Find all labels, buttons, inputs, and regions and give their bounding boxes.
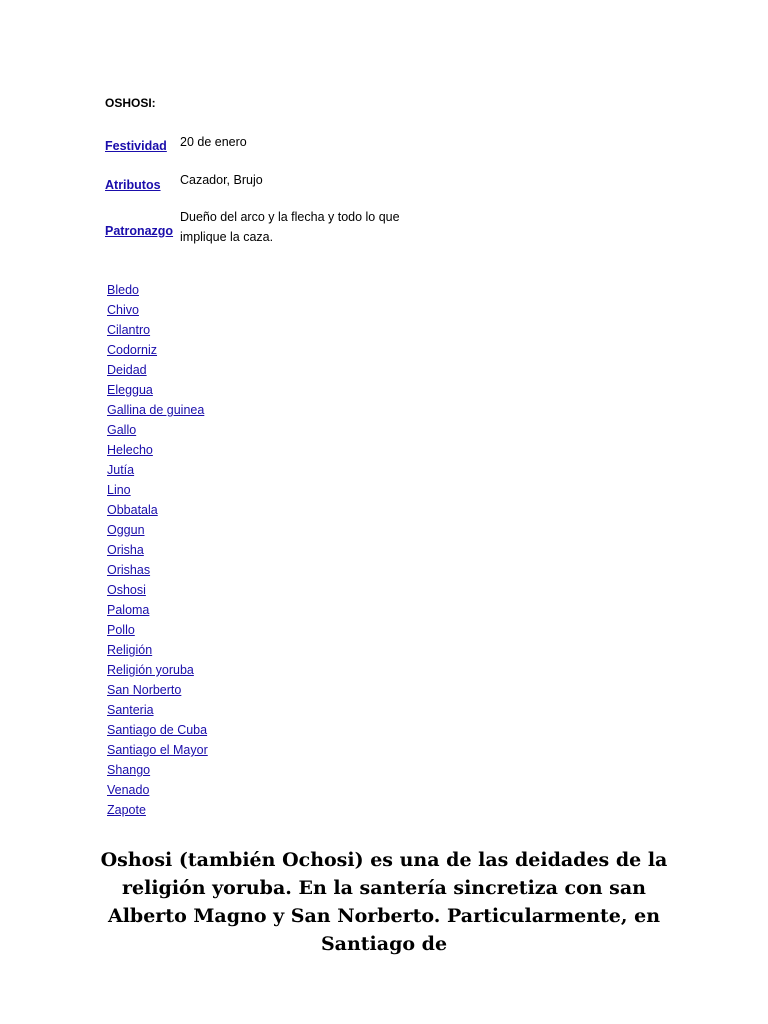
tag-link[interactable]: Codorniz — [107, 343, 158, 357]
festividad-link[interactable]: Festividad — [105, 139, 167, 153]
tag-link[interactable]: Deidad — [107, 363, 147, 377]
tag-link[interactable]: Lino — [107, 483, 131, 497]
tag-link[interactable]: Santiago el Mayor — [107, 743, 208, 757]
tag-link[interactable]: Shango — [107, 763, 151, 777]
tag-link[interactable]: Cilantro — [107, 323, 151, 337]
page-title: OSHOSI: — [105, 96, 156, 110]
info-row-festividad — [105, 132, 525, 162]
atributos-value: Cazador, Brujo — [180, 173, 263, 187]
tag-link[interactable]: Eleggua — [107, 383, 153, 397]
info-row-patronazgo — [105, 207, 525, 251]
tag-link[interactable]: Oggun — [107, 523, 145, 537]
tag-link[interactable]: Gallina de guinea — [107, 403, 205, 417]
patronazgo-link[interactable]: Patronazgo — [105, 224, 174, 238]
atributos-link[interactable]: Atributos — [105, 178, 161, 192]
tag-link[interactable]: Religión — [107, 643, 153, 657]
tag-link[interactable]: Religión yoruba — [107, 663, 194, 677]
tag-link[interactable]: Oshosi — [107, 583, 146, 597]
tag-link[interactable]: Zapote — [107, 803, 146, 817]
tag-link[interactable]: Venado — [107, 783, 150, 797]
tag-list — [107, 282, 208, 822]
tag-link[interactable]: Jutía — [107, 463, 135, 477]
tag-link[interactable]: Santiago de Cuba — [107, 723, 208, 737]
tag-link[interactable]: Orisha — [107, 543, 144, 557]
tag-link[interactable]: Pollo — [107, 623, 135, 637]
tag-link[interactable]: Paloma — [107, 603, 150, 617]
intro-paragraph: Oshosi (también Ochosi) es una de las deidades de la religión yoruba. En la santería sincretiza con san Alberto Magno y San Norberto. Particularmente, en Santiago de — [100, 849, 668, 955]
tag-link[interactable]: Bledo — [107, 283, 139, 297]
festividad-value: 20 de enero — [180, 135, 247, 149]
tag-link[interactable]: Santeria — [107, 703, 154, 717]
tag-link[interactable]: Helecho — [107, 443, 153, 457]
tag-link[interactable]: San Norberto — [107, 683, 182, 697]
tag-link[interactable]: Obbatala — [107, 503, 158, 517]
tag-link[interactable]: Orishas — [107, 563, 151, 577]
patronazgo-value: Dueño del arco y la flecha y todo lo que implique la caza. — [180, 210, 400, 244]
info-row-atributos — [105, 170, 525, 200]
tag-link[interactable]: Gallo — [107, 423, 137, 437]
tag-link[interactable]: Chivo — [107, 303, 139, 317]
